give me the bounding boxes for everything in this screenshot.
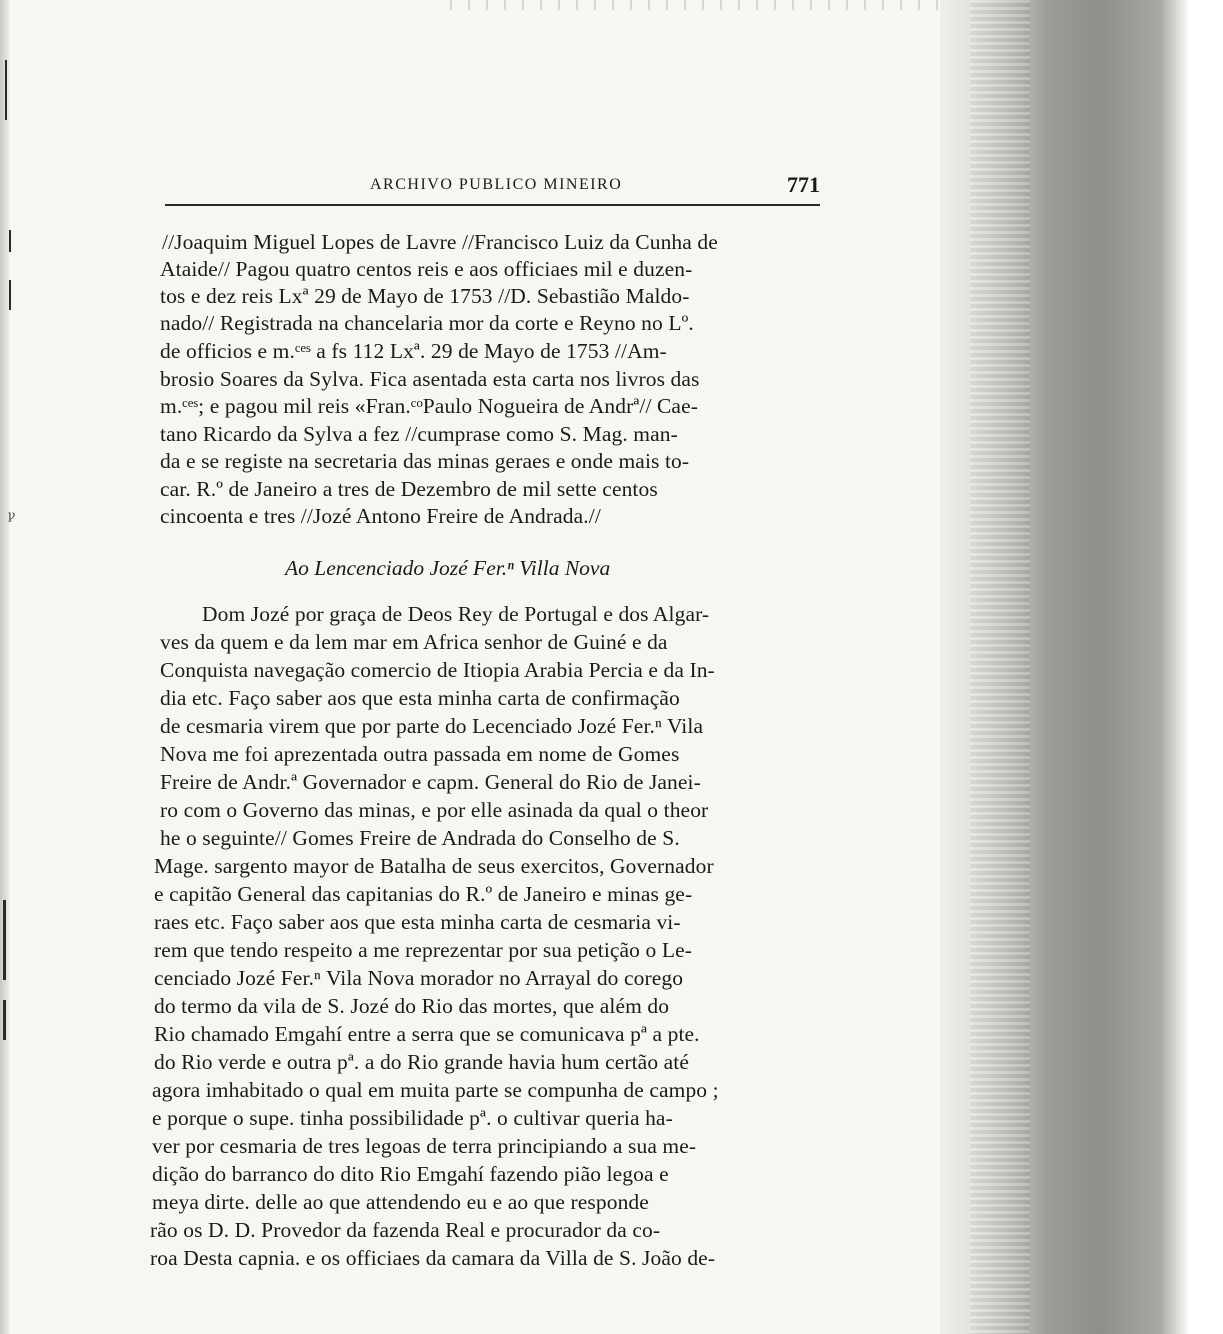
scan-mark: [5, 60, 7, 120]
text-line: e porque o supe. tinha possibilidade pª. o cultivar queria ha-: [152, 1106, 673, 1130]
text-line: //Joaquim Miguel Lopes de Lavre //Francisco Luiz da Cunha de: [162, 230, 718, 254]
text-line: roa Desta capnia. e os officiaes da camara da Villa de S. João de-: [150, 1246, 716, 1270]
scan-mark: [3, 1000, 6, 1040]
text-line: nado// Registrada na chancelaria mor da corte e Reyno no Lº.: [160, 311, 694, 335]
text-line: ro com o Governo das minas, e por elle asinada da qual o theor: [160, 798, 709, 822]
text-line: do termo da vila de S. Jozé do Rio das mortes, que além do: [154, 994, 670, 1018]
text-line: ver por cesmaria de tres legoas de terra principiando a sua me-: [152, 1134, 697, 1158]
text-line: rão os D. D. Provedor da fazenda Real e procurador da co-: [150, 1218, 661, 1242]
scan-mark: [3, 900, 6, 980]
text-line: dição do barranco do dito Rio Emgahí fazendo pião legoa e: [152, 1162, 669, 1186]
page-edge-shadow: [0, 0, 10, 1334]
header-rule: [165, 204, 820, 206]
text-line: Nova me foi aprezentada outra passada em nome de Gomes: [160, 742, 680, 766]
text-line: raes etc. Faço saber aos que esta minha carta de cesmaria vi-: [154, 910, 681, 934]
text-line: Ataide// Pagou quatro centos reis e aos officiaes mil e duzen-: [160, 257, 693, 281]
scan-mark: [9, 230, 11, 252]
text-line: Rio chamado Emgahí entre a serra que se comunicava pª a pte.: [154, 1022, 700, 1046]
text-line: tano Ricardo da Sylva a fez //cumprase como S. Mag. man-: [160, 422, 678, 446]
scan-mark: [9, 280, 11, 310]
text-line: da e se registe na secretaria das minas geraes e onde mais to-: [160, 449, 690, 473]
text-line: Mage. sargento mayor de Batalha de seus exercitos, Governador: [154, 854, 714, 878]
text-line: car. R.º de Janeiro a tres de Dezembro de mil sette centos: [160, 477, 658, 501]
margin-note: ꝩ: [8, 508, 16, 522]
page-number: 771: [787, 172, 820, 197]
text-line: Conquista navegação comercio de Itiopia Arabia Percia e da In-: [160, 658, 715, 682]
spine-texture: [970, 0, 1030, 1334]
text-line: ves da quem e da lem mar em Africa senhor de Guiné e da: [160, 630, 668, 654]
text-line: cenciado Jozé Fer.ⁿ Vila Nova morador no Arrayal do corego: [154, 966, 684, 990]
text-line: he o seguinte// Gomes Freire de Andrada do Conselho de S.: [160, 826, 680, 850]
text-line: de cesmaria virem que por parte do Lecenciado Jozé Fer.ⁿ Vila: [160, 714, 704, 738]
text-line: cincoenta e tres //Jozé Antono Freire de Andrada.//: [160, 504, 601, 528]
text-line: de officios e m.ᶜᵉˢ a fs 112 Lxª. 29 de Mayo de 1753 //Am-: [160, 339, 667, 363]
text-line: tos e dez reis Lxª 29 de Mayo de 1753 //D. Sebastião Maldo-: [160, 284, 690, 308]
text-line: dia etc. Faço saber aos que esta minha carta de confirmação: [160, 686, 680, 710]
text-line: agora imhabitado o qual em muita parte se compunha de campo ;: [152, 1078, 719, 1102]
section-heading: Ao Lencenciado Jozé Fer.ⁿ Villa Nova: [285, 556, 611, 580]
running-title: ARCHIVO PUBLICO MINEIRO: [370, 176, 623, 193]
text-line: Freire de Andr.ª Governador e capm. General do Rio de Janei-: [160, 770, 701, 794]
text-line: e capitão General das capitanias do R.º de Janeiro e minas ge-: [154, 882, 693, 906]
running-header: [160, 172, 820, 208]
text-line: do Rio verde e outra pª. a do Rio grande havia hum certão até: [154, 1050, 690, 1074]
text-line: rem que tendo respeito a me reprezentar por sua petição o Le-: [154, 938, 692, 962]
text-line: meya dirte. delle ao que attendendo eu e ao que responde: [152, 1190, 649, 1214]
text-line: brosio Soares da Sylva. Fica asentada esta carta nos livros das: [160, 367, 700, 391]
text-line: m.ᶜᵉˢ; e pagou mil reis «Fran.ᶜᵒPaulo Nogueira de Andrª// Cae-: [160, 394, 698, 418]
text-line: Dom Jozé por graça de Deos Rey de Portugal e dos Algar-: [202, 602, 710, 626]
scan-noise: [450, 0, 970, 10]
